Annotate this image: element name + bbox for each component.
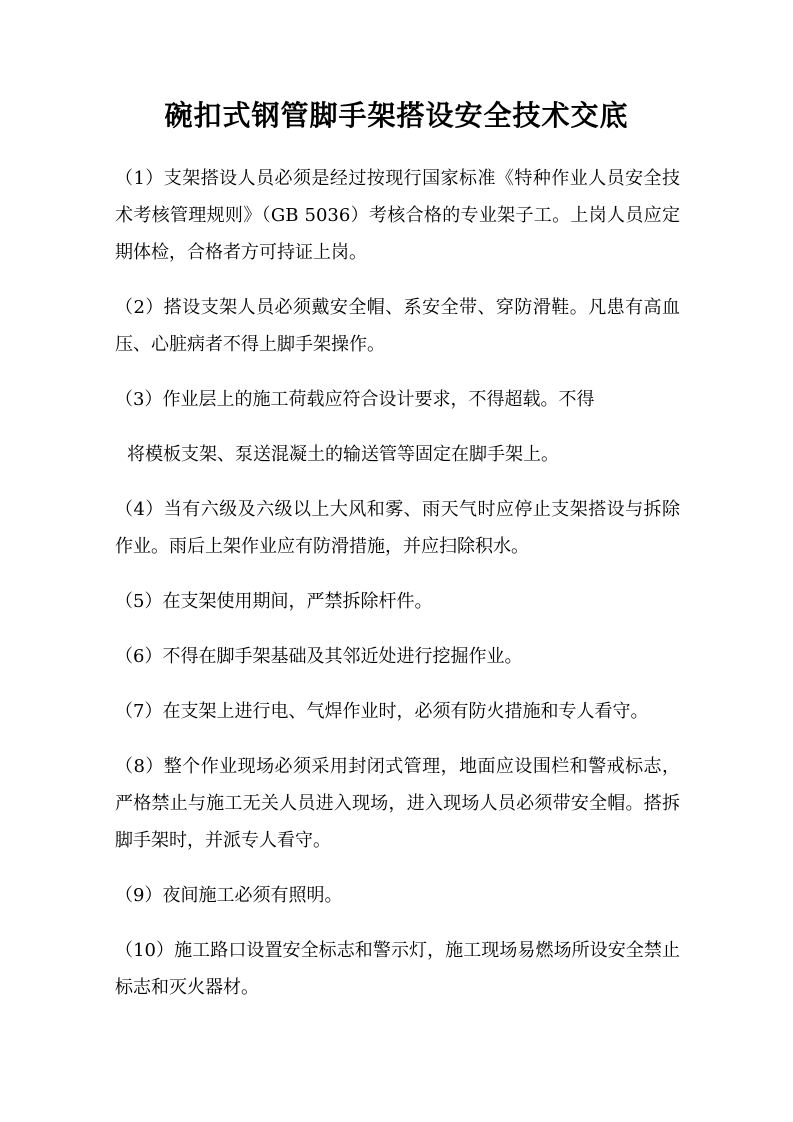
page-title: 碗扣式钢管脚手架搭设安全技术交底 <box>164 99 629 132</box>
paragraph-3-continuation: 将模板支架、泵送混凝土的输送管等固定在脚手架上。 <box>127 444 559 465</box>
paragraph-6: （6）不得在脚手架基础及其邻近处进行挖掘作业。 <box>115 646 523 667</box>
paragraph-5: （5）在支架使用期间，严禁拆除杆件。 <box>115 591 433 612</box>
paragraph-1: （1）支架搭设人员必须是经过按现行国家标准《特种作业人员安全技术考核管理规则》（GB 5036）考核合格的专业架子工。上岗人员应定期体检，合格者方可持证上岗。 <box>115 168 680 263</box>
paragraph-8: （8）整个作业现场必须采用封闭式管理，地面应设围栏和警戒标志，严格禁止与施工无关人员进入现场，进入现场人员必须带安全帽。搭拆脚手架时，并派专人看守。 <box>115 756 680 851</box>
document-body <box>115 160 680 1024</box>
paragraph-10: （10）施工路口设置安全标志和警示灯，施工现场易燃场所设安全禁止标志和灭火器材。 <box>115 940 680 998</box>
paragraph-7: （7）在支架上进行电、气焊作业时，必须有防火措施和专人看守。 <box>115 701 649 722</box>
paragraph-2: （2）搭设支架人员必须戴安全帽、系安全带、穿防滑鞋。凡患有高血压、心脏病者不得上脚手架操作。 <box>115 297 680 355</box>
paragraph-3: （3）作业层上的施工荷载应符合设计要求，不得超载。不得 <box>115 389 595 410</box>
paragraph-4: （4）当有六级及六级以上大风和雾、雨天气时应停止支架搭设与拆除作业。雨后上架作业应有防滑措施，并应扫除积水。 <box>115 499 680 557</box>
paragraph-9: （9）夜间施工必须有照明。 <box>115 885 343 906</box>
